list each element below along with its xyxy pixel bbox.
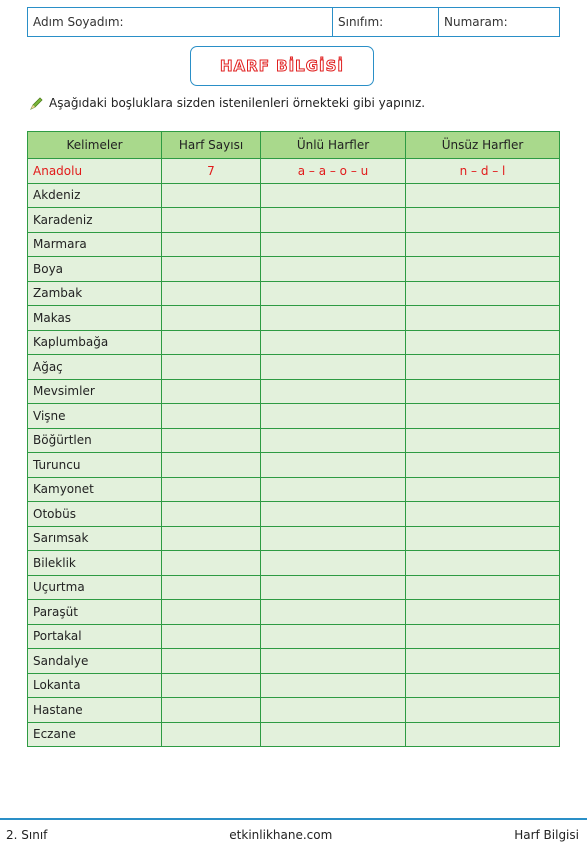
class-field[interactable]: Sınıfım: [333, 8, 439, 37]
word-cell: Akdeniz [28, 183, 162, 208]
vowels-cell[interactable] [261, 698, 406, 723]
word-cell: Kamyonet [28, 477, 162, 502]
table-row [28, 355, 560, 380]
consonants-cell[interactable] [406, 404, 560, 429]
count-cell[interactable] [162, 183, 261, 208]
count-cell[interactable] [162, 428, 261, 453]
word-cell: Marmara [28, 232, 162, 257]
table-row [28, 208, 560, 233]
consonants-cell[interactable] [406, 698, 560, 723]
count-cell[interactable] [162, 379, 261, 404]
consonants-cell[interactable] [406, 575, 560, 600]
consonants-cell[interactable] [406, 379, 560, 404]
word-cell: Boya [28, 257, 162, 282]
table-row [28, 330, 560, 355]
column-header-count: Harf Sayısı [162, 132, 261, 159]
table-row [28, 428, 560, 453]
table-row [28, 673, 560, 698]
count-cell[interactable] [162, 722, 261, 747]
count-cell[interactable] [162, 551, 261, 576]
table-row [28, 281, 560, 306]
consonants-cell[interactable] [406, 330, 560, 355]
vowels-cell[interactable] [261, 649, 406, 674]
word-cell: Eczane [28, 722, 162, 747]
consonants-cell[interactable] [406, 183, 560, 208]
pencil-icon [30, 97, 43, 110]
table-row [28, 551, 560, 576]
consonants-cell[interactable] [406, 208, 560, 233]
word-cell: Zambak [28, 281, 162, 306]
consonants-cell[interactable] [406, 624, 560, 649]
consonants-cell[interactable] [406, 477, 560, 502]
consonants-cell[interactable] [406, 551, 560, 576]
table-row [28, 306, 560, 331]
table-row [28, 379, 560, 404]
count-cell[interactable] [162, 600, 261, 625]
number-field[interactable]: Numaram: [439, 8, 560, 37]
consonants-cell[interactable] [406, 526, 560, 551]
count-cell[interactable] [162, 281, 261, 306]
page-title: HARF BİLGİSİ [219, 57, 345, 75]
word-cell: Mevsimler [28, 379, 162, 404]
table-row [28, 404, 560, 429]
table-row [28, 453, 560, 478]
vowels-cell[interactable] [261, 232, 406, 257]
vowels-cell[interactable] [261, 502, 406, 527]
table-row [28, 477, 560, 502]
count-cell[interactable] [162, 404, 261, 429]
word-cell: Turuncu [28, 453, 162, 478]
vowels-cell[interactable] [261, 306, 406, 331]
word-cell: Makas [28, 306, 162, 331]
table-row [28, 183, 560, 208]
vowels-cell[interactable] [261, 330, 406, 355]
count-cell[interactable] [162, 257, 261, 282]
word-cell: Sandalye [28, 649, 162, 674]
count-cell[interactable] [162, 649, 261, 674]
word-cell: Hastane [28, 698, 162, 723]
word-cell: Bileklik [28, 551, 162, 576]
count-cell[interactable] [162, 477, 261, 502]
consonants-cell[interactable] [406, 453, 560, 478]
word-cell: Uçurtma [28, 575, 162, 600]
vowels-cell[interactable] [261, 722, 406, 747]
example-consonants: n – d – l [406, 159, 560, 184]
word-cell: Vişne [28, 404, 162, 429]
example-vowels: a – a – o – u [261, 159, 406, 184]
title-box [190, 46, 374, 86]
consonants-cell[interactable] [406, 355, 560, 380]
table-row [28, 649, 560, 674]
table-row [28, 698, 560, 723]
consonants-cell[interactable] [406, 232, 560, 257]
letter-table [27, 131, 560, 747]
name-field[interactable]: Adım Soyadım: [28, 8, 333, 37]
word-cell: Portakal [28, 624, 162, 649]
table-row [28, 600, 560, 625]
vowels-cell[interactable] [261, 379, 406, 404]
consonants-cell[interactable] [406, 600, 560, 625]
table-row [28, 624, 560, 649]
consonants-cell[interactable] [406, 428, 560, 453]
vowels-cell[interactable] [261, 624, 406, 649]
student-info-table [27, 7, 560, 37]
footer [6, 828, 579, 842]
word-cell: Karadeniz [28, 208, 162, 233]
count-cell[interactable] [162, 355, 261, 380]
column-header-vowels: Ünlü Harfler [261, 132, 406, 159]
count-cell[interactable] [162, 502, 261, 527]
count-cell[interactable] [162, 208, 261, 233]
word-cell: Böğürtlen [28, 428, 162, 453]
vowels-cell[interactable] [261, 355, 406, 380]
example-count: 7 [162, 159, 261, 184]
table-row [28, 722, 560, 747]
vowels-cell[interactable] [261, 428, 406, 453]
table-row [28, 526, 560, 551]
vowels-cell[interactable] [261, 281, 406, 306]
count-cell[interactable] [162, 673, 261, 698]
vowels-cell[interactable] [261, 575, 406, 600]
footer-divider [0, 818, 587, 820]
consonants-cell[interactable] [406, 502, 560, 527]
table-row [28, 232, 560, 257]
instruction-text: Aşağıdaki boşluklara sizden istenilenleri örnekteki gibi yapınız. [49, 96, 426, 110]
word-cell: Kaplumbağa [28, 330, 162, 355]
table-row [28, 575, 560, 600]
column-header-words: Kelimeler [28, 132, 162, 159]
table-row [28, 257, 560, 282]
vowels-cell[interactable] [261, 477, 406, 502]
count-cell[interactable] [162, 306, 261, 331]
table-header-row [28, 132, 560, 159]
instruction [30, 96, 425, 110]
count-cell[interactable] [162, 698, 261, 723]
footer-site[interactable]: etkinlikhane.com [229, 828, 333, 842]
column-header-consonants: Ünsüz Harfler [406, 132, 560, 159]
consonants-cell[interactable] [406, 281, 560, 306]
vowels-cell[interactable] [261, 673, 406, 698]
consonants-cell[interactable] [406, 306, 560, 331]
count-cell[interactable] [162, 624, 261, 649]
vowels-cell[interactable] [261, 183, 406, 208]
vowels-cell[interactable] [261, 404, 406, 429]
word-cell: Paraşüt [28, 600, 162, 625]
vowels-cell[interactable] [261, 208, 406, 233]
example-row [28, 159, 560, 184]
word-cell: Otobüs [28, 502, 162, 527]
count-cell[interactable] [162, 330, 261, 355]
footer-grade: 2. Sınıf [6, 828, 48, 842]
count-cell[interactable] [162, 453, 261, 478]
count-cell[interactable] [162, 526, 261, 551]
word-cell: Ağaç [28, 355, 162, 380]
footer-topic: Harf Bilgisi [514, 828, 579, 842]
table-row [28, 502, 560, 527]
count-cell[interactable] [162, 232, 261, 257]
count-cell[interactable] [162, 575, 261, 600]
word-cell: Sarımsak [28, 526, 162, 551]
vowels-cell[interactable] [261, 257, 406, 282]
vowels-cell[interactable] [261, 600, 406, 625]
consonants-cell[interactable] [406, 257, 560, 282]
example-word: Anadolu [28, 159, 162, 184]
vowels-cell[interactable] [261, 551, 406, 576]
consonants-cell[interactable] [406, 722, 560, 747]
consonants-cell[interactable] [406, 649, 560, 674]
word-cell: Lokanta [28, 673, 162, 698]
consonants-cell[interactable] [406, 673, 560, 698]
vowels-cell[interactable] [261, 526, 406, 551]
vowels-cell[interactable] [261, 453, 406, 478]
